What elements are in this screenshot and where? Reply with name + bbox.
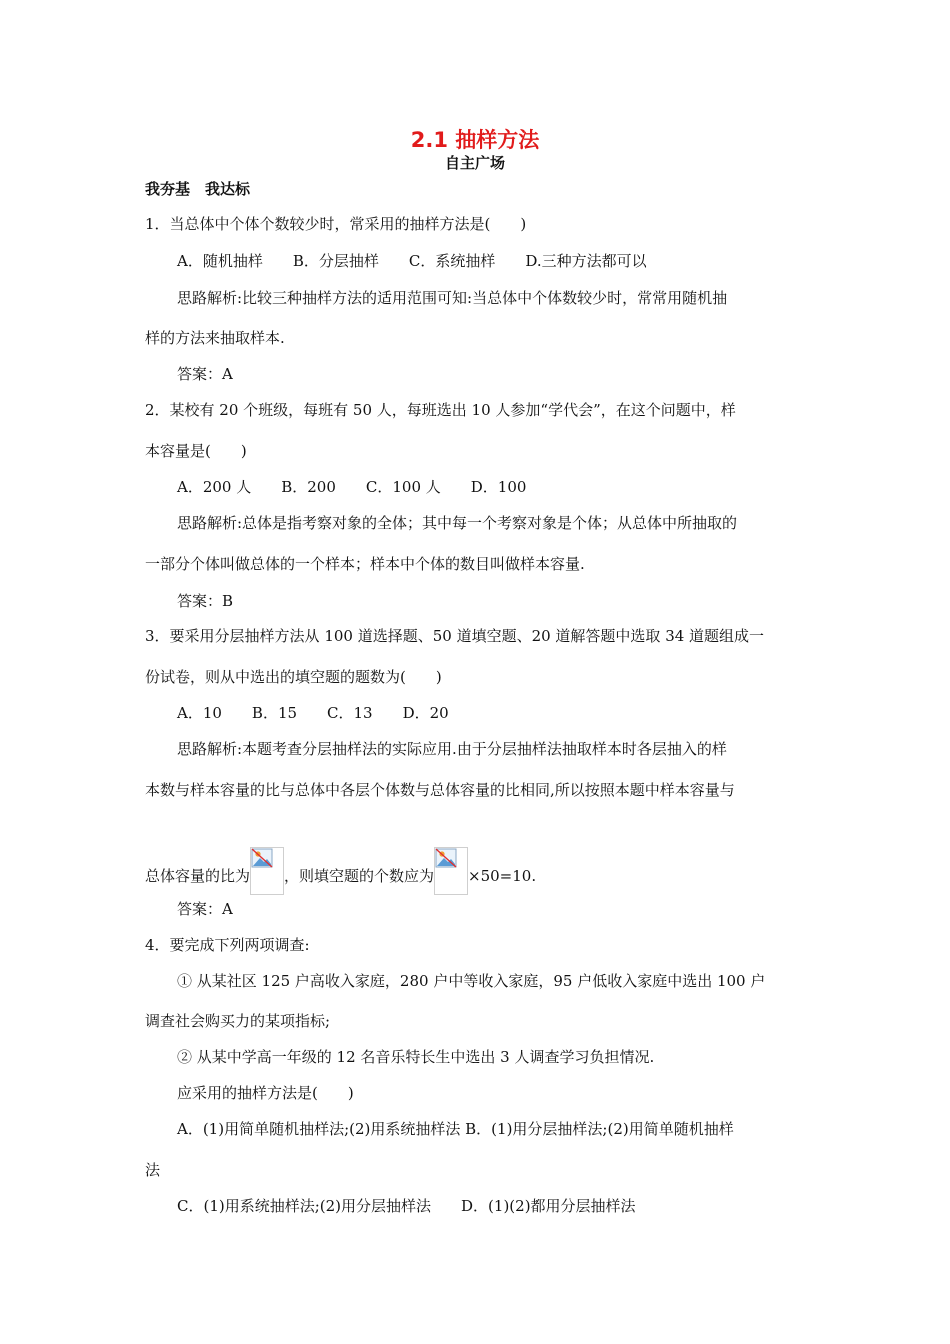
section-heading: 我夯基 我达标	[145, 180, 251, 198]
q2-options: A．200 人 B．200 C．100 人 D．100	[177, 478, 527, 496]
q1-options: A．随机抽样 B．分层抽样 C．系统抽样 D.三种方法都可以	[177, 252, 647, 270]
q4-stem: 4．要完成下列两项调查:	[145, 936, 310, 954]
q2-stem-line1: 2．某校有 20 个班级，每班有 50 人，每班选出 10 人参加“学代会”，在这个问题中，样	[145, 401, 736, 419]
q2-analysis-line1: 思路解析:总体是指考察对象的全体；其中每一个考察对象是个体；从总体中所抽取的	[177, 514, 738, 532]
q3-analysis-line3	[145, 847, 536, 895]
q3-analysis-text-a: 总体容量的比为	[145, 867, 251, 885]
q1-stem: 1．当总体中个体个数较少时，常采用的抽样方法是( )	[145, 215, 527, 233]
q3-analysis-text-b: ，则填空题的个数应为	[284, 867, 435, 885]
broken-image-icon	[434, 847, 468, 895]
q2-answer: 答案：B	[177, 592, 234, 610]
q2-analysis-line2: 一部分个体叫做总体的一个样本；样本中个体的数目叫做样本容量.	[145, 555, 585, 573]
q3-stem-line2: 份试卷，则从中选出的填空题的题数为( )	[145, 668, 442, 686]
page-subtitle: 自主广场	[444, 154, 505, 172]
q3-analysis-text-c: ×50=10.	[468, 867, 537, 885]
q4-item2: ② 从某中学高一年级的 12 名音乐特长生中选出 3 人调查学习负担情况.	[177, 1048, 655, 1066]
q4-item1-line2: 调查社会购买力的某项指标;	[145, 1012, 331, 1030]
q4-option-ab-line1: A．(1)用简单随机抽样法;(2)用系统抽样法 B．(1)用分层抽样法;(2)用简单随机抽样	[177, 1120, 734, 1138]
q2-stem-line2: 本容量是( )	[145, 442, 247, 460]
q3-analysis-line2: 本数与样本容量的比与总体中各层个体数与总体容量的比相同,所以按照本题中样本容量与	[145, 781, 735, 799]
page-title: 2.1 抽样方法	[410, 128, 540, 152]
broken-image-icon	[250, 847, 284, 895]
q4-option-cd: C．(1)用系统抽样法;(2)用分层抽样法 D．(1)(2)都用分层抽样法	[177, 1197, 636, 1215]
q1-answer: 答案：A	[177, 365, 233, 383]
q1-analysis-line2: 样的方法来抽取样本.	[145, 329, 285, 347]
q3-stem-line1: 3．要采用分层抽样方法从 100 道选择题、50 道填空题、20 道解答题中选取 34 道题组成一	[145, 627, 765, 645]
q4-option-ab-line2: 法	[145, 1161, 161, 1179]
q4-item1-line1: ① 从某社区 125 户高收入家庭，280 户中等收入家庭，95 户低收入家庭中选出 100 户	[177, 972, 766, 990]
q3-options: A．10 B．15 C．13 D．20	[177, 704, 449, 722]
q4-question: 应采用的抽样方法是( )	[177, 1084, 354, 1102]
q1-analysis-line1: 思路解析:比较三种抽样方法的适用范围可知:当总体中个体数较少时，常常用随机抽	[177, 289, 728, 307]
q3-analysis-line1: 思路解析:本题考查分层抽样法的实际应用.由于分层抽样法抽取样本时各层抽入的样	[177, 740, 727, 758]
q3-answer: 答案：A	[177, 900, 233, 918]
